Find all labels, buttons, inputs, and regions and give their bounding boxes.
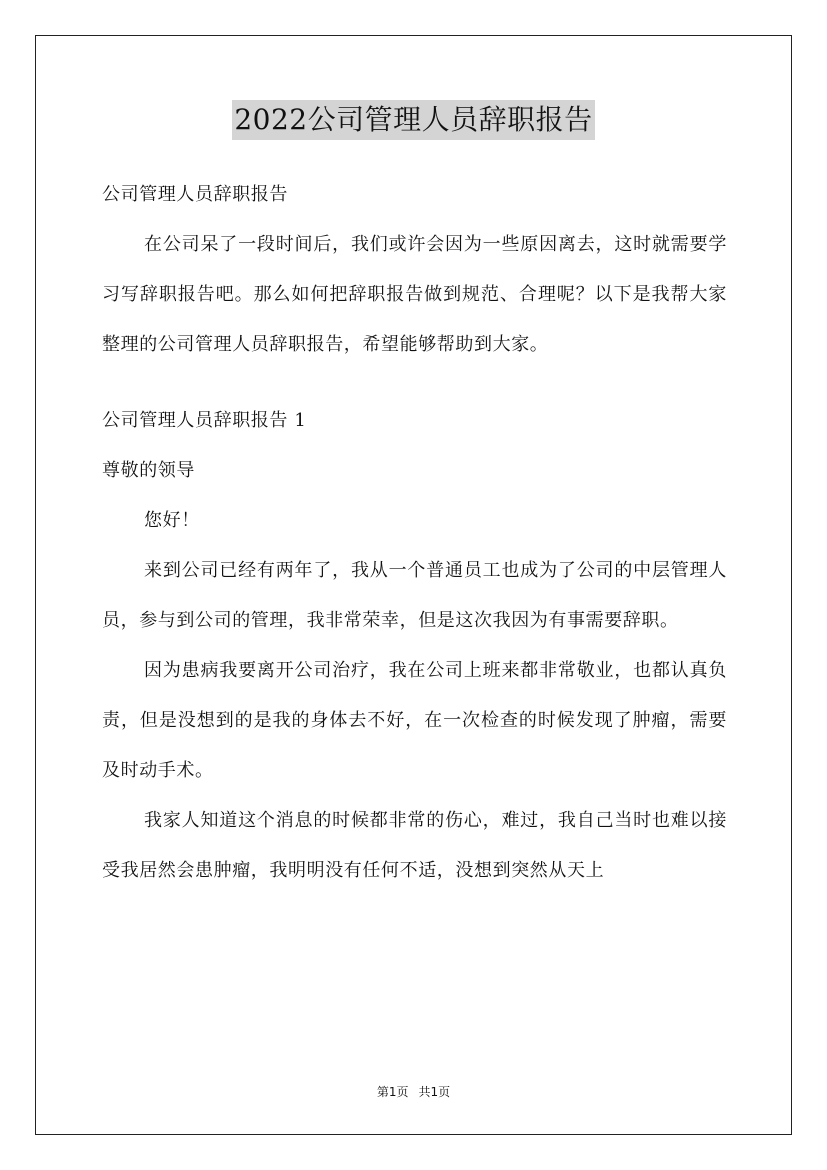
body-paragraph-1: 来到公司已经有两年了，我从一个普通员工也成为了公司的中层管理人员，参与到公司的管理，我非常荣幸，但是这次我因为有事需要辞职。 — [102, 560, 727, 631]
document-subtitle: 公司管理人员辞职报告 — [102, 184, 288, 205]
document-title: 2022公司管理人员辞职报告 — [232, 100, 594, 140]
page-footer — [0, 1083, 827, 1101]
greeting: 您好！ — [144, 510, 200, 531]
document-body — [102, 170, 727, 896]
title-container — [0, 100, 827, 140]
section-spacer — [102, 370, 727, 396]
page-number: 第1页 — [376, 1085, 409, 1099]
body-paragraph-2: 因为患病我要离开公司治疗，我在公司上班来都非常敬业，也都认真负责，但是没想到的是我的身体去不好，在一次检查的时候发现了肿瘤，需要及时动手术。 — [102, 660, 727, 781]
intro-paragraph: 在公司呆了一段时间后，我们或许会因为一些原因离去，这时就需要学习写辞职报告吧。那么如何把辞职报告做到规范、合理呢？以下是我帮大家整理的公司管理人员辞职报告，希望能够帮助到大家。 — [102, 234, 727, 355]
page-total: 共1页 — [418, 1085, 451, 1099]
body-paragraph-3: 我家人知道这个消息的时候都非常的伤心，难过，我自己当时也难以接受我居然会患肿瘤，我明明没有任何不适，没想到突然从天上 — [102, 810, 727, 881]
section-title: 公司管理人员辞职报告 1 — [102, 410, 307, 431]
salutation: 尊敬的领导 — [102, 460, 195, 481]
